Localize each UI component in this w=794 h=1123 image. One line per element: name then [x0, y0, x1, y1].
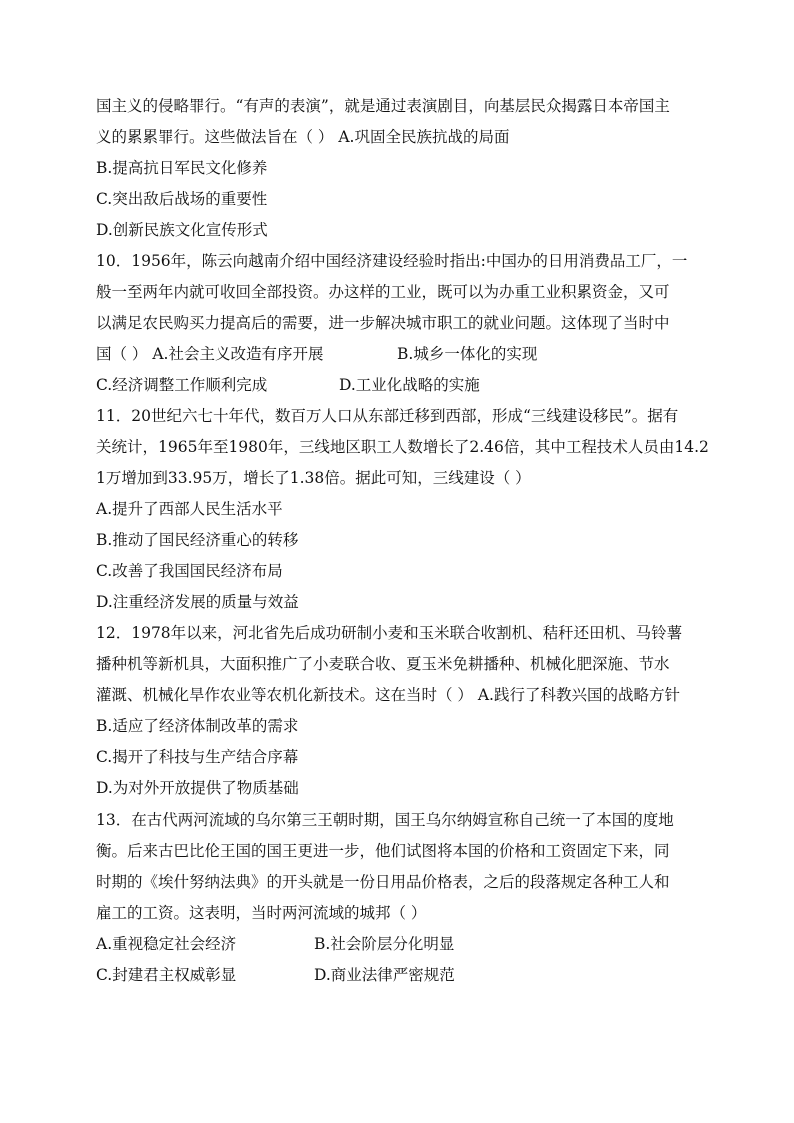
- text-line: 国主义的侵略罪行。“有声的表演”，就是通过表演剧目，向基层民众揭露日本帝国主: [96, 97, 670, 115]
- option-b: B.社会阶层分化明显: [314, 935, 455, 953]
- text-line: 般一至两年内就可收回全部投资。办这样的工业，既可以为办重工业积累资金，又可: [96, 283, 670, 301]
- option-line: C.改善了我国国民经济布局: [96, 562, 283, 580]
- question-10-stem-end: 国（ ） A.社会主义改造有序开展: [96, 345, 324, 363]
- question-12-line: 12．1978年以来，河北省先后成功研制小麦和玉米联合收割机、秸秆还田机、马铃薯: [96, 624, 683, 642]
- option-line: D.创新民族文化宣传形式: [96, 221, 268, 239]
- text-line: 1万增加到33.95万，增长了1.38倍。据此可知，三线建设（ ）: [96, 469, 531, 487]
- options-row: [96, 934, 454, 954]
- option-d: D.工业化战略的实施: [339, 376, 480, 394]
- question-10-line: 10．1956年，陈云向越南介绍中国经济建设经验时指出:中国办的日用消费品工厂，一: [96, 252, 688, 270]
- option-line: D.为对外开放提供了物质基础: [96, 779, 299, 797]
- text-line: 衡。后来古巴比伦王国的国王更进一步，他们试图将本国的价格和工资固定下来，同: [96, 842, 670, 860]
- text-line: 播种机等新机具，大面积推广了小麦联合收、夏玉米免耕播种、机械化肥深施、节水: [96, 655, 670, 673]
- question-13-line: 13．在古代两河流域的乌尔第三王朝时期，国王乌尔纳姆宣称自己统一了本国的度地: [96, 811, 674, 829]
- text-line: 以满足农民购买力提高后的需要，进一步解决城市职工的就业问题。这体现了当时中: [96, 314, 670, 332]
- option-d: D.商业法律严密规范: [314, 966, 455, 984]
- option-line: B.提高抗日军民文化修养: [96, 159, 268, 177]
- option-line: D.注重经济发展的质量与效益: [96, 593, 299, 611]
- option-line: C.突出敌后战场的重要性: [96, 190, 268, 208]
- text-line: [96, 344, 537, 364]
- option-c: C.经济调整工作顺利完成: [96, 376, 268, 394]
- text-line: 关统计，1965年至1980年，三线地区职工人数增长了2.46倍，其中工程技术人员由14.2: [96, 438, 709, 456]
- text-line: 雇工的工资。这表明，当时两河流域的城邦（ ）: [96, 904, 427, 922]
- option-b: B.城乡一体化的实现: [397, 345, 538, 363]
- option-a: A.重视稳定社会经济: [96, 935, 237, 953]
- text-line: 义的累累罪行。这些做法旨在（ ） A.巩固全民族抗战的局面: [96, 128, 510, 146]
- question-11-line: 11．20世纪六七十年代，数百万人口从东部迁移到西部，形成“三线建设移民”。据有: [96, 407, 679, 425]
- text-line: 灌溉、机械化旱作农业等农机化新技术。这在当时（ ） A.践行了科教兴国的战略方针: [96, 686, 680, 704]
- options-row: [96, 375, 480, 395]
- option-line: B.适应了经济体制改革的需求: [96, 717, 299, 735]
- option-c: C.封建君主权威彰显: [96, 966, 237, 984]
- options-row: [96, 965, 455, 985]
- option-line: C.揭开了科技与生产结合序幕: [96, 748, 299, 766]
- option-line: A.提升了西部人民生活水平: [96, 500, 283, 518]
- text-line: 时期的《埃什努纳法典》的开头就是一份日用品价格表，之后的段落规定各种工人和: [96, 873, 670, 891]
- option-line: B.推动了国民经济重心的转移: [96, 531, 299, 549]
